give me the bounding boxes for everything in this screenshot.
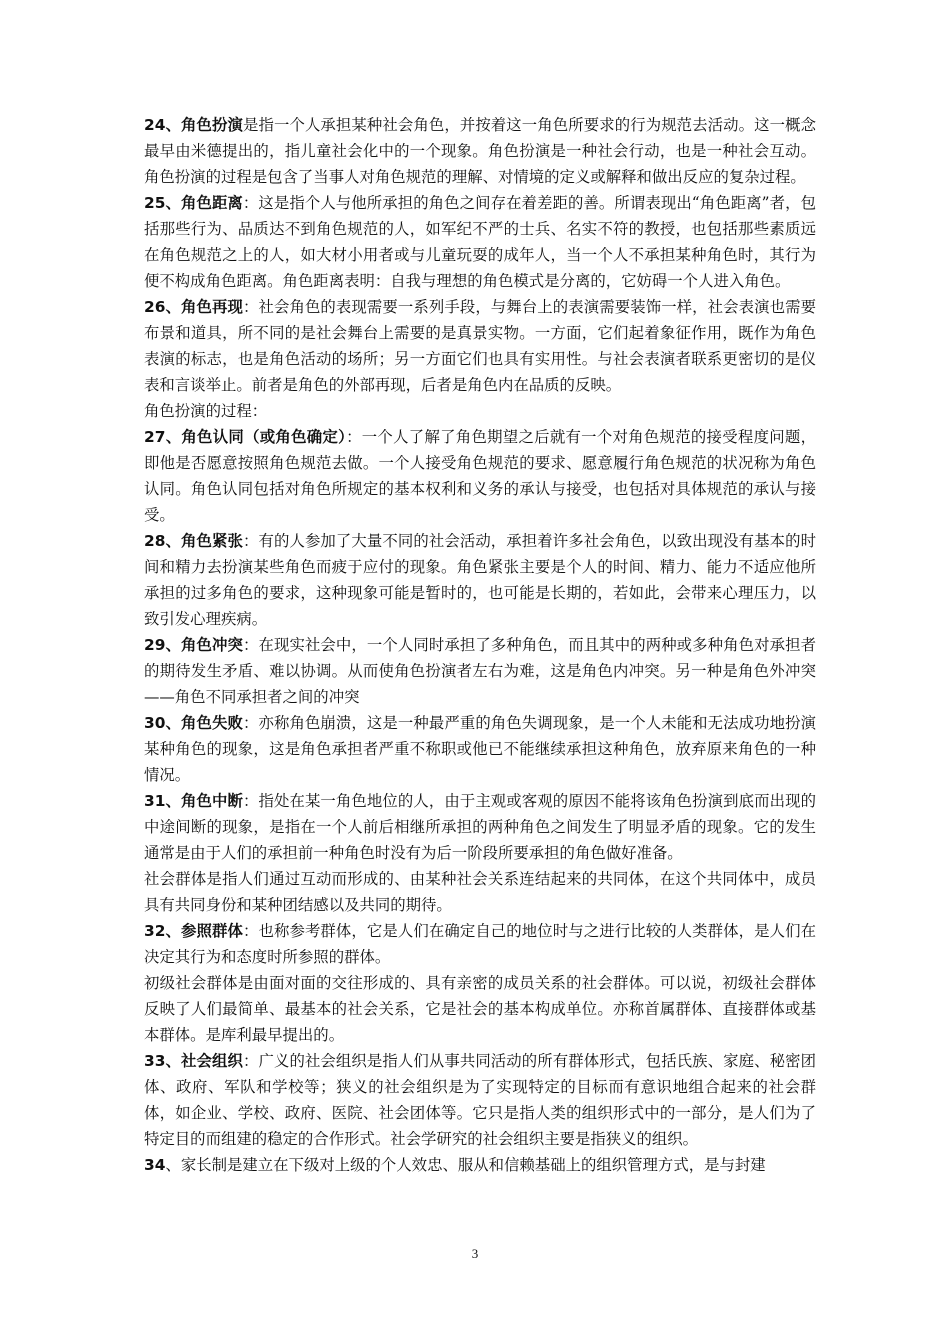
paragraph	[144, 1152, 816, 1178]
paragraph-text: ：这是指个人与他所承担的角色之间存在着差距的善。所谓表现出“角色距离”者，包括那些行为、品质达不到角色规范的人，如军纪不严的士兵、名实不符的教授，也包括那些素质远在角色规范之上的人，如大材小用者或与儿童玩耍的成年人，当一个人不承担某种角色时，其行为便不构成角色距离。角色距离表明：自我与理想的角色模式是分离的，它妨碍一个人进入角色。	[144, 194, 816, 290]
paragraph-text: ：亦称角色崩溃，这是一种最严重的角色失调现象，是一个人未能和无法成功地扮演某种角色的现象，这是角色承担者严重不称职或他已不能继续承担这种角色，放弃原来角色的一种情况。	[144, 714, 816, 784]
item-number: 24、	[144, 116, 182, 134]
paragraph-text: 社会群体是指人们通过互动而形成的、由某种社会关系连结起来的共同体，在这个共同体中，成员具有共同身份和某种团结感以及共同的期待。	[144, 870, 816, 914]
paragraph-text: ：有的人参加了大量不同的社会活动，承担着许多社会角色，以致出现没有基本的时间和精力去扮演某些角色而疲于应付的现象。角色紧张主要是个人的时间、精力、能力不适应他所承担的过多角色的要求，这种现象可能是暂时的，也可能是长期的，若如此，会带来心理压力，以致引发心理疾病。	[144, 532, 816, 628]
item-number: 33、	[144, 1052, 182, 1070]
term-heading: 社会组织	[181, 1052, 243, 1070]
term-heading: 角色紧张	[181, 532, 243, 550]
item-number: 28、	[144, 532, 182, 550]
term-heading: 角色冲突	[181, 636, 243, 654]
paragraph	[144, 918, 816, 970]
paragraph-text: ：也称参考群体，它是人们在确定自己的地位时与之进行比较的人类群体，是人们在决定其行为和态度时所参照的群体。	[144, 922, 816, 966]
paragraph	[144, 866, 816, 918]
item-number: 26、	[144, 298, 182, 316]
document-body	[144, 112, 816, 1178]
item-number: 25、	[144, 194, 181, 212]
paragraph-text: 初级社会群体是由面对面的交往形成的、具有亲密的成员关系的社会群体。可以说，初级社会群体反映了人们最简单、最基本的社会关系，它是社会的基本构成单位。亦称首属群体、直接群体或基本群体。是库利最早提出的。	[144, 974, 816, 1044]
paragraph	[144, 424, 816, 528]
paragraph-text: ：一个人了解了角色期望之后就有一个对角色规范的接受程度问题，即他是否愿意按照角色规范去做。一个人接受角色规范的要求、愿意履行角色规范的状况称为角色认同。角色认同包括对角色所规定的基本权利和义务的承认与接受，也包括对具体规范的承认与接受。	[144, 428, 816, 524]
paragraph	[144, 632, 816, 710]
term-heading: 角色距离	[181, 194, 243, 212]
term-heading: 角色扮演	[181, 116, 243, 134]
paragraph	[144, 1048, 816, 1152]
paragraph	[144, 294, 816, 398]
paragraph-text: ：社会角色的表现需要一系列手段，与舞台上的表演需要装饰一样，社会表演也需要布景和道具，所不同的是社会舞台上需要的是真景实物。一方面，它们起着象征作用，既作为角色表演的标志，也是角色活动的场所；另一方面它们也具有实用性。与社会表演者联系更密切的是仪表和言谈举止。前者是角色的外部再现，后者是角色内在品质的反映。	[144, 298, 816, 394]
paragraph	[144, 112, 816, 190]
paragraph-text: ：在现实社会中，一个人同时承担了多种角色，而且其中的两种或多种角色对承担者的期待发生矛盾、难以协调。从而使角色扮演者左右为难，这是角色内冲突。另一种是角色外冲突——角色不同承担者之间的冲突	[144, 636, 816, 706]
paragraph-text: 是指一个人承担某种社会角色，并按着这一角色所要求的行为规范去活动。这一概念最早由米德提出的，指儿童社会化中的一个现象。角色扮演是一种社会行动，也是一种社会互动。角色扮演的过程是包含了当事人对角色规范的理解、对情境的定义或解释和做出反应的复杂过程。	[144, 116, 816, 186]
paragraph	[144, 190, 816, 294]
paragraph	[144, 528, 816, 632]
paragraph-text: 角色扮演的过程：	[144, 402, 268, 420]
paragraph-text: 、家长制是建立在下级对上级的个人效忠、服从和信赖基础上的组织管理方式，是与封建	[165, 1156, 766, 1174]
paragraph	[144, 398, 816, 424]
item-number: 27、	[144, 428, 182, 446]
term-heading: 角色再现	[181, 298, 243, 316]
item-number: 34	[144, 1156, 166, 1174]
term-heading: 角色中断	[181, 792, 243, 810]
term-heading: 角色认同（或角色确定）	[181, 428, 347, 446]
page-number: 3	[471, 1246, 479, 1261]
term-heading: 角色失败	[181, 714, 243, 732]
item-number: 31、	[144, 792, 182, 810]
term-heading: 参照群体	[181, 922, 243, 940]
paragraph-text: ：指处在某一角色地位的人，由于主观或客观的原因不能将该角色扮演到底而出现的中途间断的现象，是指在一个人前后相继所承担的两种角色之间发生了明显矛盾的现象。它的发生通常是由于人们的承担前一种角色时没有为后一阶段所要承担的角色做好准备。	[144, 792, 816, 862]
paragraph	[144, 788, 816, 866]
item-number: 30、	[144, 714, 182, 732]
paragraph	[144, 710, 816, 788]
paragraph	[144, 970, 816, 1048]
item-number: 29、	[144, 636, 182, 654]
paragraph-text: ：广义的社会组织是指人们从事共同活动的所有群体形式，包括氏族、家庭、秘密团体、政府、军队和学校等；狭义的社会组织是为了实现特定的目标而有意识地组合起来的社会群体，如企业、学校、政府、医院、社会团体等。它只是指人类的组织形式中的一部分，是人们为了特定目的而组建的稳定的合作形式。社会学研究的社会组织主要是指狭义的组织。	[144, 1052, 816, 1148]
item-number: 32、	[144, 922, 182, 940]
